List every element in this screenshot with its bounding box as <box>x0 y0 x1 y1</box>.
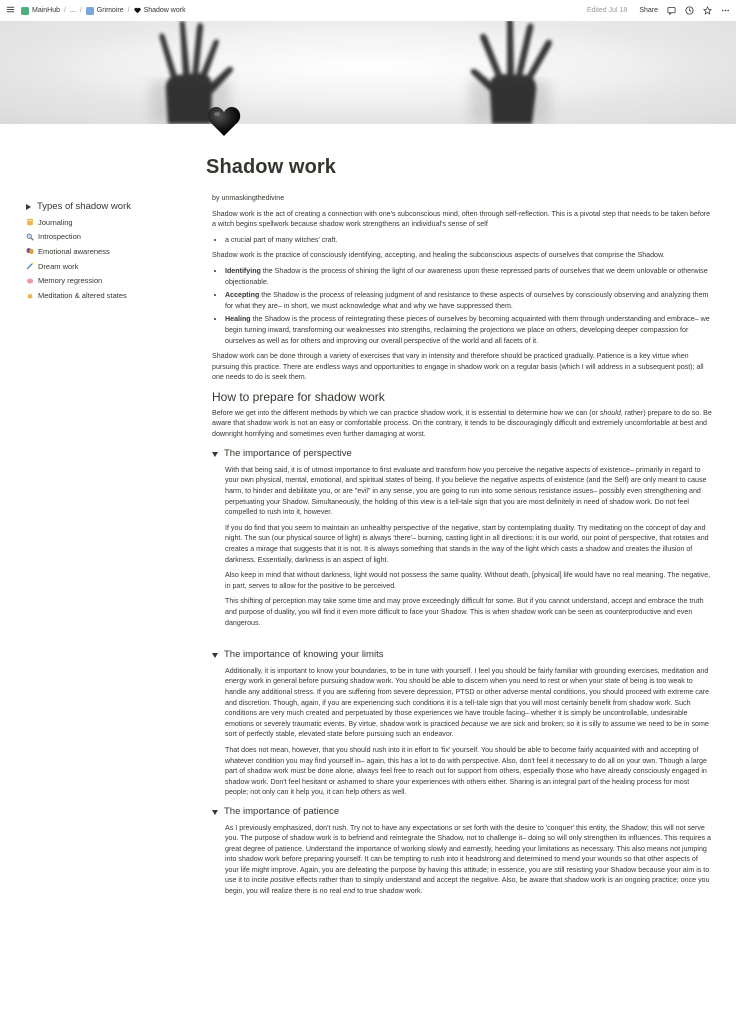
mainhub-icon <box>21 7 29 15</box>
star-icon[interactable] <box>703 6 712 15</box>
list-item-identifying: • Identifying the Shadow is the process of shining the light of our awareness upon these repressed parts of ourselves that we deem unlovable or otherwise objectionable. <box>225 266 712 287</box>
breadcrumb-separator: / <box>64 7 66 14</box>
toggle-arrow-icon[interactable] <box>212 810 218 815</box>
more-icon[interactable] <box>721 6 730 15</box>
heart-icon <box>134 7 141 14</box>
masks-icon <box>26 247 34 255</box>
comment-icon[interactable] <box>667 6 676 15</box>
toc-toggle-types[interactable]: Types of shadow work <box>26 200 196 213</box>
breadcrumb-separator: / <box>127 7 130 14</box>
toggle-arrow-icon[interactable] <box>212 452 218 457</box>
perspective-paragraph-3: Also keep in mind that without darkness, light would not possess the same quality. Without death, [physical] life would have no real meaning. The negative, in part, serves to allow for the positive to be perceived. <box>225 571 711 590</box>
page-heart-icon[interactable] <box>206 103 242 139</box>
perspective-paragraph-1: With that being said, it is of utmost importance to first evaluate and transform how you perceive the negative aspects of existence– primarily in regard to your own physical, mental, emotional, and spiritual states of being. If you believe the negative aspects of existence (and the Self) are only meant to cause harm, to hinder and debilitate you, or are "evil" in any sense, you are going to run into some serious resistance issues– possibly even strengthening and perpetuating your Shadow. Simultaneously, the holding of this view is a tell-tale sign that you are most definitely in need of shadow work. Do not feel compelled to rush into it, however. <box>225 465 707 517</box>
prepare-paragraph: Before we get into the different methods by which we can practice shadow work, it is essential to determine how we can (or should, rather) prepare to do so. Be aware that shadow work is not an easy or comfortable process. On the contrary, it tends to be discouragingly difficult and extremely uncomfortable at best and downright horrifying and sometimes even further damaging at worst. <box>212 408 712 438</box>
perspective-paragraph-4: This shifting of perception may take some time and may prove exceedingly difficult for some. But if you cannot understand, accept and embrace the truth and purpose of duality, you will find it even more difficult to face your Shadow. This is when shadow work can be seen as counterproductive and even dangerous. <box>225 597 704 627</box>
grimoire-icon <box>86 7 94 15</box>
edited-timestamp: Edited Jul 18 <box>586 7 628 14</box>
page-content <box>212 193 712 902</box>
sparkle-pen-icon <box>26 262 34 270</box>
clock-icon[interactable] <box>685 6 694 15</box>
toggle-limits-content <box>212 666 712 798</box>
breadcrumb <box>21 0 186 21</box>
brain-icon <box>26 277 34 285</box>
toggle-perspective-content <box>212 465 712 628</box>
toggle-limits[interactable]: The importance of knowing your limits <box>212 650 712 661</box>
author-line: by unmaskingthedivine <box>212 194 285 202</box>
hands-icon <box>26 291 34 299</box>
patience-paragraph-1: As I previously emphasized, don't rush. Try not to have any expectations or set forth with the desire to 'conquer' this entity, the Shadow; this will not serve you. The purpose of shadow work is to befriend and reintegrate the Shadow, not to challenge it– doing so will only strengthen its influences. This requires a great degree of patience. Understand the importance of working slowly and earnestly, heeding your limitations as necessary. This also means not jumping into shadow work before preparing yourself. It can be tempting to rush into it headstrong and determined to mend your wounds so that other aspects of your life might improve. Again, you are defeating the purpose by having this attitude; in essence, you are still resisting your Shadow because your aim is to use it to incite positive effects rather than to simply understand and accept the negative. Also, be aware that shadow work is an ongoing practice; once you begin, you will realize there is no real end to true shadow work. <box>225 823 711 896</box>
page-title: Shadow work <box>206 156 337 178</box>
magnifier-icon <box>26 233 34 241</box>
intro-paragraph-1: Shadow work is the act of creating a connection with one's subconscious mind, often through self-reflection. This is a pivotal step that needs to be taken before a witch begins spellwork because shadow work strengthens an individual's sense of self <box>212 209 711 229</box>
term-identifying: Identifying <box>225 266 261 275</box>
shadow-hands-illustration <box>0 21 736 124</box>
breadcrumb-separator: / <box>79 7 82 14</box>
toc-item-dream-work[interactable]: Dream work <box>26 259 196 274</box>
toggle-perspective[interactable]: The importance of perspective <box>212 449 712 460</box>
toc-item-meditation[interactable]: Meditation & altered states <box>26 288 196 303</box>
limits-paragraph-2: That does not mean, however, that you should rush into it in effort to 'fix' yourself. You should be able to become fairly acquainted with and accepting of whatever condition you may find yourself in– again, this has a lot to do with perspective. Also, don't feel it necessary to do all on your own. Though a large part of shadow work must be done alone, always feel free to reach out for support from others, especially those who have already consciously engaged in shadow work. Don't feel hesitant or ashamed to share your experiences with others either. Sharing is an integral part of the healing process for most people; not only can it help you, it can help others as well. <box>225 745 707 797</box>
shadow-steps-list <box>212 266 712 346</box>
intro-paragraph-2: Shadow work is the practice of consciously identifying, accepting, and healing the subconscious aspects of ourselves that comprise the Shadow. <box>212 251 665 260</box>
toggle-patience[interactable]: The importance of patience <box>212 807 712 818</box>
term-healing: Healing <box>225 315 251 324</box>
perspective-paragraph-2: If you do find that you seem to maintain an unhealthy perspective of the negative, start by contemplating duality. Try meditating on the concept of day and night. The sun (our physical source of light) is always 'there'– burning, casting light in all directions; it is our world, our point of perspective, that rotates and creates a mirage that suggests that it is not. It is always something that stands in the way of the light which casts a shadow and creates the illusion of darkness. Essentially, darkness is an aspect of light. <box>225 523 709 564</box>
intro-paragraph-3: Shadow work can be done through a variety of exercises that vary in intensity and therefore should be practiced gradually. Patience is a key virtue when pursuing this practice. There are endless ways and opportunities to engage in shadow work on a regular basis (which I will address in a subsequent post); all one needs to do is seek them. <box>212 352 704 382</box>
heading-prepare: How to prepare for shadow work <box>212 389 385 404</box>
toc-item-emotional-awareness[interactable]: Emotional awareness <box>26 244 196 259</box>
breadcrumb-ellipsis[interactable]: ... <box>69 7 76 14</box>
limits-paragraph-1: Additionally, it is important to know your boundaries, to be in tune with yourself. I feel you should be fairly familiar with grounding exercises, meditation and energy work in general before pursuing shadow work. You should be able to discern when you need to rest or when your state of being is too weak to handle any additional stress. If you are suffering from severe depression, PTSD or other adverse mental conditions, you should proceed with extreme care and discretion. Though, again, if you are experiencing such conditions it is a tell-tale sign that you will most certainly benefit from shadow work. Such conditions are very much created and perpetuated by those experiences we have trouble facing– whether it is simply be uncontrollable, undesirable emotions or severely traumatic events. By virtue, shadow work is practiced because we are sick and broken; so it is silly to assume we need to be in some sort of perfectly stable, elevated state before pursuing such an endeavor. <box>225 666 710 739</box>
share-button[interactable]: Share <box>639 7 658 14</box>
breadcrumb-mainhub[interactable]: MainHub <box>21 7 60 15</box>
toc-item-journaling[interactable]: Journaling <box>26 215 196 230</box>
breadcrumb-shadow-work[interactable]: Shadow work <box>134 7 186 14</box>
list-item-accepting: • Accepting the Shadow is the process of releasing judgment of and resistance to these aspects of ourselves by consciously observing and analyzing them for what they are– in short, we must acknowledge what and why we have suppressed them. <box>225 290 712 311</box>
toc-item-memory-regression[interactable]: Memory regression <box>26 273 196 288</box>
intro-list <box>212 235 712 246</box>
notebook-icon <box>26 218 34 226</box>
topbar-actions <box>587 0 730 21</box>
toc-item-introspection[interactable]: Introspection <box>26 230 196 245</box>
top-bar <box>0 0 736 21</box>
toggle-patience-content <box>212 823 712 897</box>
toggle-arrow-icon[interactable] <box>26 204 31 210</box>
cover-image <box>0 21 736 124</box>
table-of-contents <box>26 200 196 303</box>
breadcrumb-grimoire[interactable]: Grimoire <box>86 7 124 15</box>
list-item: • a crucial part of many witches' craft. <box>225 235 712 246</box>
menu-icon[interactable] <box>6 5 15 14</box>
toggle-arrow-icon[interactable] <box>212 653 218 658</box>
term-accepting: Accepting <box>225 291 260 300</box>
list-item-healing: • Healing the Shadow is the process of reintegrating these pieces of ourselves by becoming acquainted with them through understanding and embrace– we begin turning inward, transforming our weaknesses into strengths, reclaiming the projections we place on others, developing deeper compassion for ourselves as well as for others and improving our overall perspective of the world and all facets of it. <box>225 314 712 346</box>
